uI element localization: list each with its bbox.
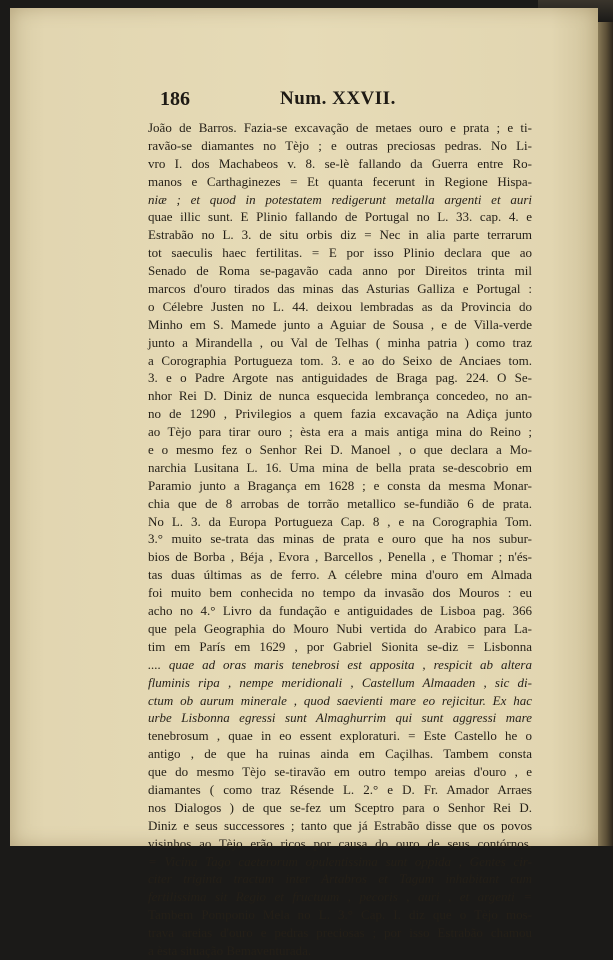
text-line: João de Barros. Fazia-se excavação de metaes ouro e prata ; e ti- <box>148 120 532 135</box>
text-line: o Célebre Justen no L. 44. deixou lembradas as da Provincia do <box>148 298 532 314</box>
text-line: No L. 3. da Europa Portugueza Cap. 8 , e na Corographia Tom. <box>148 513 532 529</box>
text-line: citer triginta tractum inter Artabros et Tagum inhabitant cum <box>148 871 532 887</box>
text-line: e o mesmo fez o Senhor Rei D. Manoel , o que declara a Mo- <box>148 442 532 458</box>
text-line: que pela Geographia do Mouro Nubi vertida do Arabico para La- <box>148 620 532 636</box>
page-number: 186 <box>160 88 190 110</box>
text-line: que do mesmo Tèjo se-tiravão em outro tempo areias d'ouro , e <box>148 764 532 780</box>
section-title: Num. XXVII. <box>280 88 396 109</box>
text-line: nos Dialogos ) de que se-fez um Sceptro para o Senhor Rei D. <box>148 799 532 815</box>
text-line: chia que de 8 arrobas de torrão metallico se-fundião 6 de prata. <box>148 495 532 511</box>
text-line: trava areias d'ouro e pedras preciosas ; por isso Estrabão chamou <box>148 925 532 941</box>
text-line: visinhos ao Tèjo erão ricos por causa do ouro de seus contórnos. <box>148 835 532 851</box>
page-edge <box>597 8 613 846</box>
text-line: vro I. dos Machabeos v. 8. se-lè fallando da Guerra entre Ro- <box>148 155 532 171</box>
text-line: diamantes ( como traz Résende L. 2.° e D. Fr. Amador Arraes <box>148 781 532 797</box>
page-header <box>160 88 470 110</box>
text-line: Estrabão no L. 3. de situ orbis diz = Nec in alia parte terrarum <box>148 227 532 243</box>
text-line: quae illic sunt. E Plinio fallando de Portugal no L. 33. cap. 4. e <box>148 209 532 225</box>
text-line: .... quae ad oras maris tenebrosi est apposita , respicit ab altera <box>148 656 532 672</box>
text-line: fertilissima sit Regio et fructuum , pecoris , auri , et argenti = <box>148 889 532 905</box>
text-line: manos e Carthaginezes = Et quanta fecerunt in Regione Hispa- <box>148 173 532 189</box>
text-line: 3.° muito se-trata das minas de prata e ouro que ha nos subur- <box>148 531 532 547</box>
body-text <box>148 119 532 960</box>
text-line: acho no 4.° Livro da fundação e antiguidades de Lisboa pag. 366 <box>148 603 532 619</box>
text-line: ao Tèjo para tirar ouro ; èsta era a mais antiga mina do Reino ; <box>148 424 532 440</box>
text-line: Diniz e seus successores ; tanto que já Estrabão disse que os povos <box>148 817 532 833</box>
text-line: Senado de Roma se-pagavão cada anno por Direitos trinta mil <box>148 263 532 279</box>
text-line: foi muito bem conhecida no tempo da invasão dos Mouros : eu <box>148 585 532 601</box>
text-line: a èsta situação Bemaventurada. <box>148 942 312 958</box>
text-line: = Vicina Tago caeterorum opulentissima sunt oppida , Gentes cir- <box>148 853 532 869</box>
text-line: niæ ; et quod in potestatem redigerunt metalla argenti et auri <box>148 191 532 207</box>
text-line: fluminis ripa , nempe meridionali , Castellum Almaaden , sic di- <box>148 674 532 690</box>
text-line: junto a Mirandella , ou Val de Telhas ( minha patria ) como traz <box>148 334 532 350</box>
text-line: bios de Borba , Béja , Evora , Barcellos , Penella , e Thomar ; n'és- <box>148 549 532 565</box>
text-line: marcos d'ouro tirados das minas das Asturias Galliza e Portugal : <box>148 281 532 297</box>
text-line: ravão-se diamantes no Tèjo ; e outras preciosas pedras. No Li- <box>148 137 532 153</box>
text-line: 3. e o Padre Argote nas antiguidades de Braga pag. 224. O Se- <box>148 370 532 386</box>
text-line: nhor Rei D. Diniz de nunca esquecida lembrança concedeo, no an- <box>148 388 532 404</box>
text-line: no de 1290 , Privilegios a quem fazia excavação na Adiça junto <box>148 406 532 422</box>
text-line: Paramio junto a Bragança em 1628 ; e consta da mesma Monar- <box>148 477 532 493</box>
text-line: narchia Lusitana L. 16. Uma mina de bella prata se-descobrio em <box>148 459 532 475</box>
text-line: antigo , de que ha ruinas ainda em Caçilhas. Tambem consta <box>148 746 532 762</box>
text-line: tot saeculis haec fertilitas. = E por isso Plinio declara que ao <box>148 245 532 261</box>
text-line: Tambem Pomponio Mela no L. 3.° Cap. I. diz que o Tèjo mos- <box>148 907 532 923</box>
text-line: a Corographia Portugueza tom. 3. e ao do Seixo de Anciaes tom. <box>148 352 532 368</box>
text-line: tenebrosum , quae in eo essent exploraturi. = Este Castello he o <box>148 728 532 744</box>
text-line: Minho em S. Mamede junto a Aguiar de Sousa , e de Villa-verde <box>148 316 532 332</box>
text-line: ctum ob aurum minerale , quod saevienti mare eo rejicitur. Ex hac <box>148 692 532 708</box>
text-line: tim em París em 1629 , por Gabriel Sionita se-diz = Lisbonna <box>148 638 532 654</box>
text-line: tas duas últimas as de ferro. A célebre mina d'ouro em Almada <box>148 567 532 583</box>
text-line: urbe Lisbonna egressi sunt Almaghurrim qui sunt aggressi mare <box>148 710 532 726</box>
